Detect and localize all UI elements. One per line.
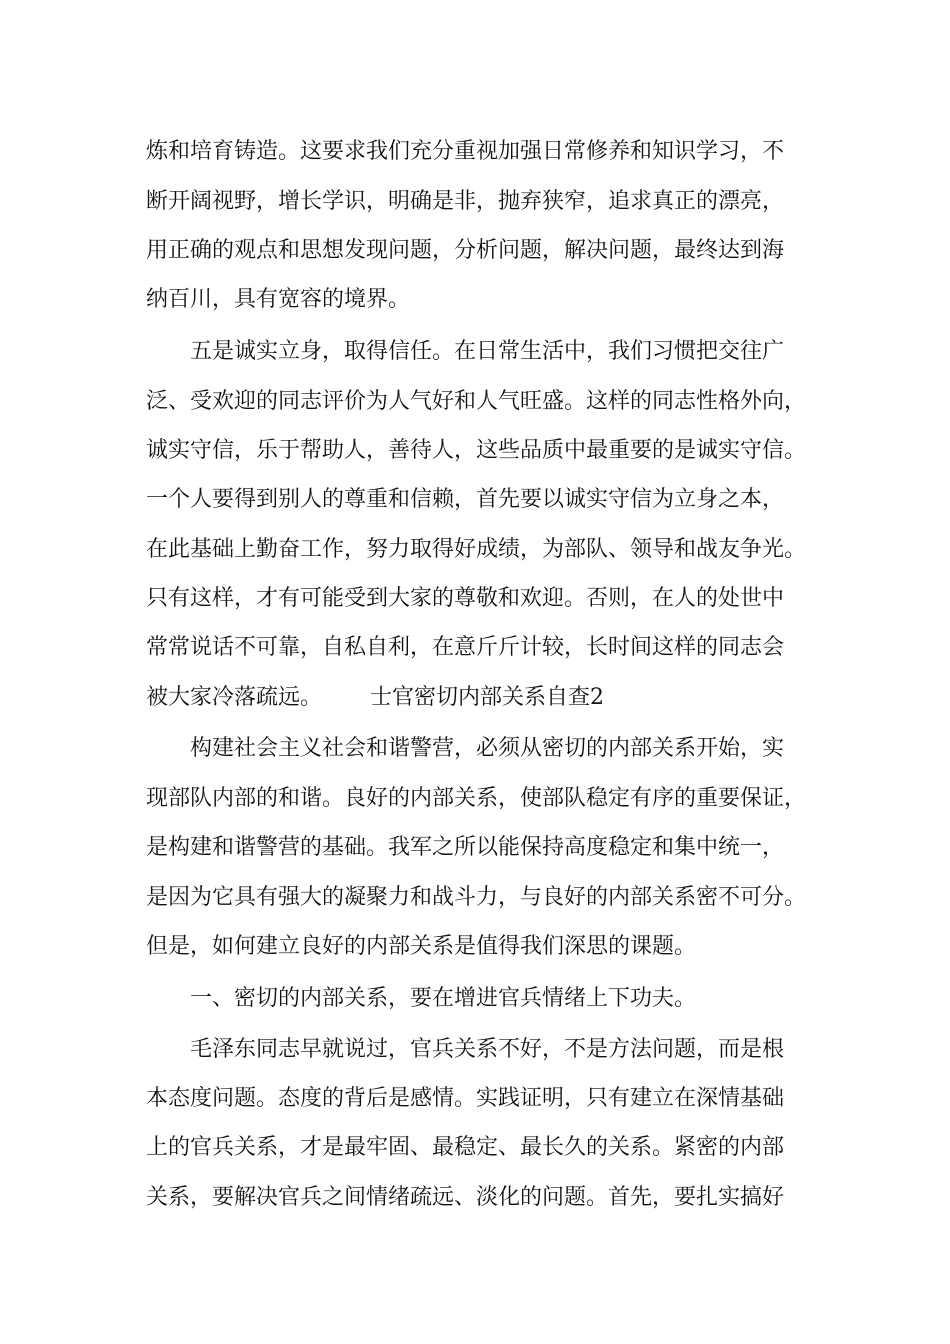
section-title: 士官密切内部关系自查2 — [370, 685, 605, 710]
text-line — [146, 683, 604, 713]
text-line: 断开阔视野，增长学识，明确是非，抛弃狭窄，追求真正的漂亮， — [146, 189, 785, 214]
paragraph-first-line: 五是诚实立身，取得信任。在日常生活中，我们习惯把交往广 — [190, 339, 785, 364]
text-line: 在此基础上勤奋工作，努力取得好成绩，为部队、领导和战友争光。 — [146, 537, 807, 562]
section-heading: 一、密切的内部关系，要在增进官兵情绪上下功夫。 — [190, 986, 697, 1011]
text-line: 炼和培育铸造。这要求我们充分重视加强日常修养和知识学习，不 — [146, 139, 785, 164]
text-line: 本态度问题。态度的背后是感情。实践证明，只有建立在深情基础 — [146, 1086, 785, 1111]
text-line: 一个人要得到别人的尊重和信赖，首先要以诚实守信为立身之本， — [146, 487, 785, 512]
paragraph-first-line: 构建社会主义社会和谐警营，必须从密切的内部关系开始，实 — [190, 736, 785, 761]
text-line: 泛、受欢迎的同志评价为人气好和人气旺盛。这样的同志性格外向， — [146, 389, 807, 414]
text-segment: 被大家冷落疏远。 — [146, 685, 323, 710]
text-line: 是因为它具有强大的凝聚力和战斗力，与良好的内部关系密不可分。 — [146, 885, 807, 910]
text-line: 但是，如何建立良好的内部关系是值得我们深思的课题。 — [146, 934, 697, 959]
text-line: 关系，要解决官兵之间情绪疏远、淡化的问题。首先，要扎实搞好 — [146, 1185, 785, 1210]
text-line: 只有这样，才有可能受到大家的尊敬和欢迎。否则，在人的处世中 — [146, 586, 785, 611]
text-line: 现部队内部的和谐。良好的内部关系，使部队稳定有序的重要保证， — [146, 786, 807, 811]
paragraph-first-line: 毛泽东同志早就说过，官兵关系不好，不是方法问题，而是根 — [190, 1037, 785, 1062]
text-line: 诚实守信，乐于帮助人，善待人，这些品质中最重要的是诚实守信。 — [146, 438, 807, 463]
text-line: 常常说话不可靠，自私自利，在意斤斤计较，长时间这样的同志会 — [146, 635, 785, 660]
text-line: 上的官兵关系，才是最牢固、最稳定、最长久的关系。紧密的内部 — [146, 1135, 785, 1160]
text-line: 纳百川，具有宽容的境界。 — [146, 287, 411, 312]
text-line: 是构建和谐警营的基础。我军之所以能保持高度稳定和集中统一， — [146, 835, 785, 860]
text-line: 用正确的观点和思想发现问题，分析问题，解决问题，最终达到海 — [146, 238, 785, 263]
